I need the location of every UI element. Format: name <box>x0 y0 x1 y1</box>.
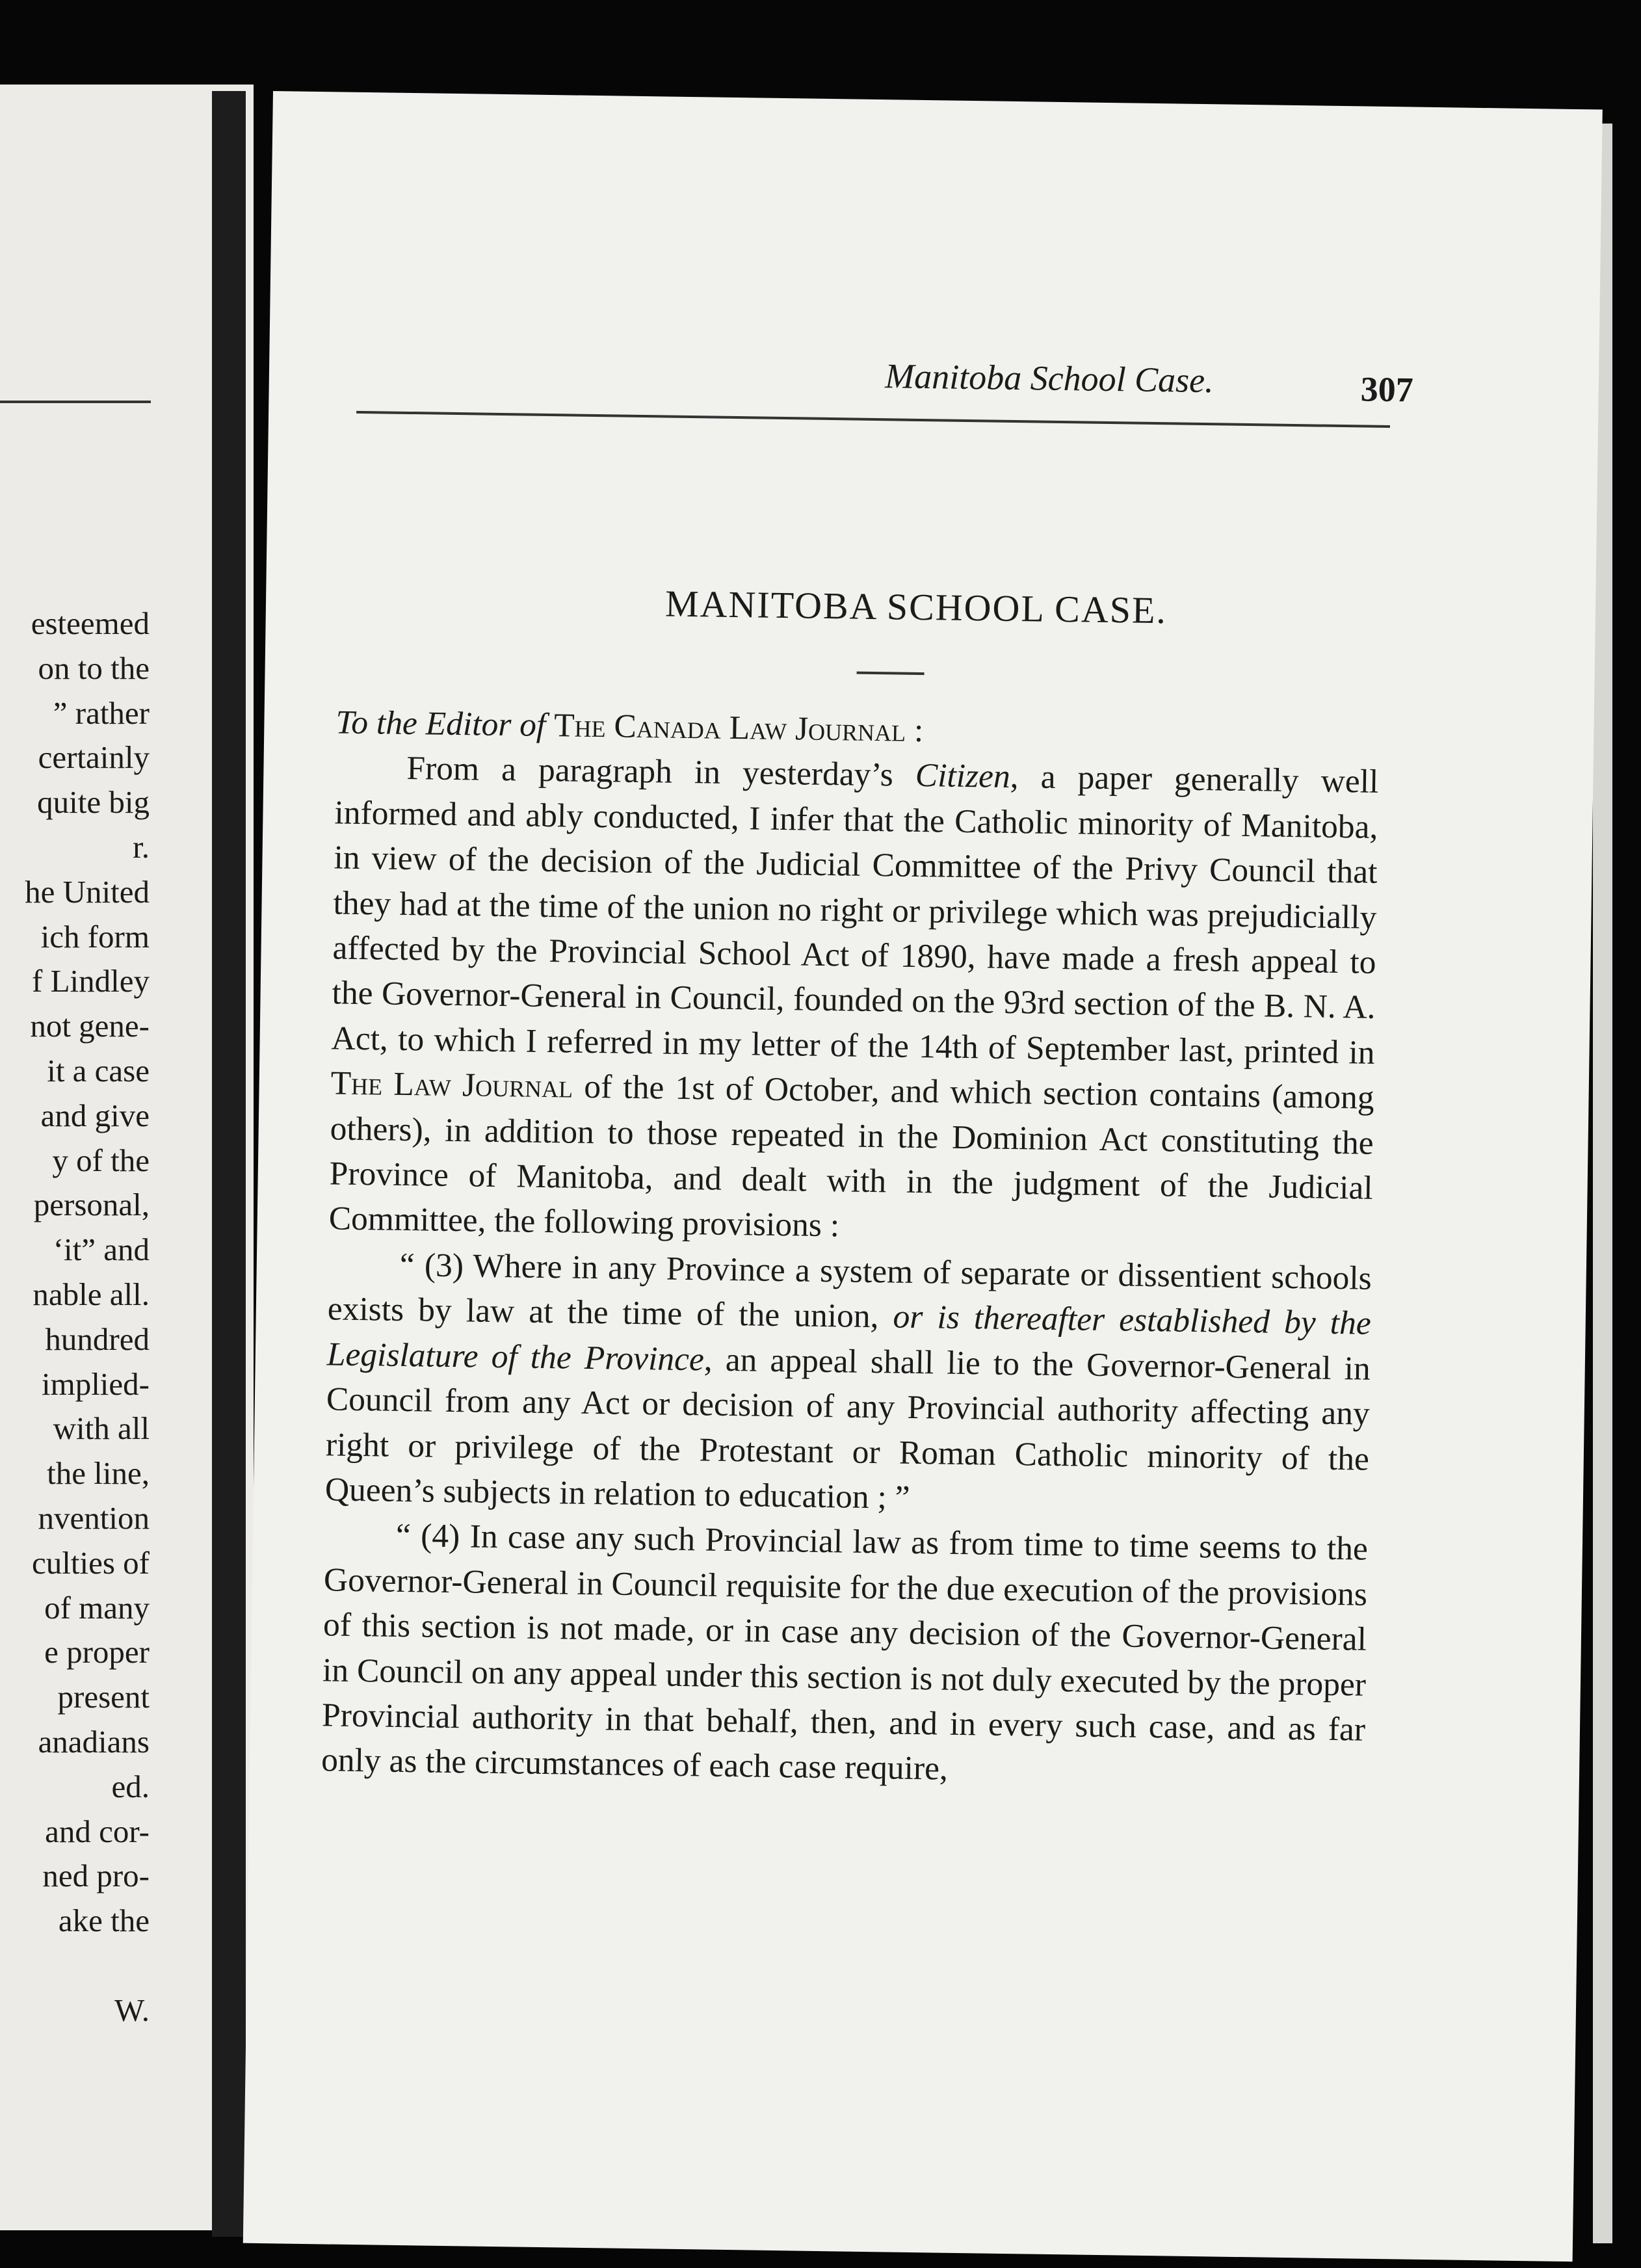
facing-line: on to the <box>38 650 150 686</box>
facing-line: quite big <box>37 784 150 821</box>
facing-line: ed. <box>111 1768 150 1804</box>
paragraph-2-text: “ (3) Where in any Province a system of separate or dissentient schools exists by law at the time of the union, <box>327 1246 1372 1336</box>
header-rule <box>356 411 1390 428</box>
book-page <box>243 91 1603 2261</box>
facing-line: ‘it” and <box>53 1232 150 1268</box>
facing-line: anadians <box>38 1723 150 1760</box>
facing-line: r. <box>133 828 150 865</box>
paragraph-1-text: From a paragraph in yesterday’s <box>406 750 916 795</box>
facing-line: f Lindley <box>32 963 150 999</box>
facing-line: personal, <box>33 1187 150 1223</box>
facing-line: with all <box>53 1410 150 1447</box>
address-prefix: To the Editor of <box>335 704 546 744</box>
facing-line: not gene- <box>30 1008 150 1044</box>
facing-line: W. <box>114 1992 150 2028</box>
facing-line <box>0 1944 150 1988</box>
facing-line: ich form <box>40 918 150 955</box>
article-body <box>321 700 1380 1797</box>
facing-line: nable all. <box>33 1276 150 1312</box>
facing-line: hundred <box>45 1321 150 1357</box>
paragraph-3: “ (4) In case any such Provincial law as from time to time seems to the Governor-General in Council requisite for the due execution of the provisions of this section is not made, or in case any decision of the Governor-General in Council on any appeal under this section is not duly executed by the proper Provincial authority in that behalf, then, and in every such case, and as far only as the circumstances of each case require, <box>321 1517 1369 1788</box>
article-title: MANITOBA SCHOOL CASE. <box>664 582 1168 632</box>
facing-line: the line, <box>47 1455 150 1492</box>
facing-line: present <box>57 1679 150 1715</box>
facing-line: e proper <box>44 1634 150 1670</box>
paragraph-1 <box>328 745 1379 1256</box>
paragraph-2-italic: or is thereafter established by the Legislature of the Province <box>326 1298 1372 1378</box>
facing-line: certainly <box>38 739 150 776</box>
facing-line: ned pro- <box>42 1858 150 1894</box>
facing-line: y of the <box>52 1142 150 1178</box>
book-spine-shadow <box>212 91 246 2237</box>
paragraph-1-text: of the 1st of October, and which section contains (among others), in addition to those repeated in the Dominion Act constituting the Province of Manitoba, and dealt with in the judgment of the Judicial Committee, the following provisions : <box>328 1068 1374 1245</box>
facing-line: culties of <box>32 1544 150 1581</box>
paragraph-1-text: , a paper generally well informed and ably conducted, I infer that the Catholic minority of Manitoba, in view of the decision of the Judicial Committee of the Privy Council that they had at the time of the union no right or privilege which was prejudicially affected by the Provincial School Act of 1890, have made a fresh appeal to the Governor-General in Council, founded on the 93rd section of the B. N. A. Act, to which I referred in my letter of the 14th of September last, printed in <box>331 758 1379 1072</box>
running-title: Manitoba School Case. <box>884 356 1214 401</box>
facing-page-text <box>0 601 150 2033</box>
address-suffix: : <box>905 711 924 750</box>
facing-line: and give <box>40 1097 150 1133</box>
facing-line: and cor- <box>45 1813 150 1849</box>
journal-name: The Law Journal <box>330 1064 573 1105</box>
citizen-title: Citizen <box>915 757 1011 796</box>
facing-line: ” rather <box>53 694 150 731</box>
page-number: 307 <box>1360 369 1414 410</box>
facing-line: nvention <box>38 1499 150 1536</box>
facing-line: ake the <box>58 1903 150 1939</box>
facing-line: he United <box>25 873 150 910</box>
paragraph-2-text: , an appeal shall lie to the Governor-General in Council from any Act or decision of any Provincial authority affecting any right or privilege of the Protestant or Roman Catholic minority of the Queen’s subjects in relation to education ; ” <box>324 1341 1371 1516</box>
facing-line: esteemed <box>31 605 150 641</box>
facing-line: of many <box>44 1589 150 1626</box>
journal-name: The Canada Law Journal <box>553 707 906 749</box>
facing-page-rule <box>0 401 151 403</box>
paragraph-2 <box>324 1241 1372 1527</box>
facing-line: it a case <box>47 1052 150 1088</box>
facing-line: implied- <box>41 1365 150 1402</box>
title-rule <box>857 672 925 675</box>
